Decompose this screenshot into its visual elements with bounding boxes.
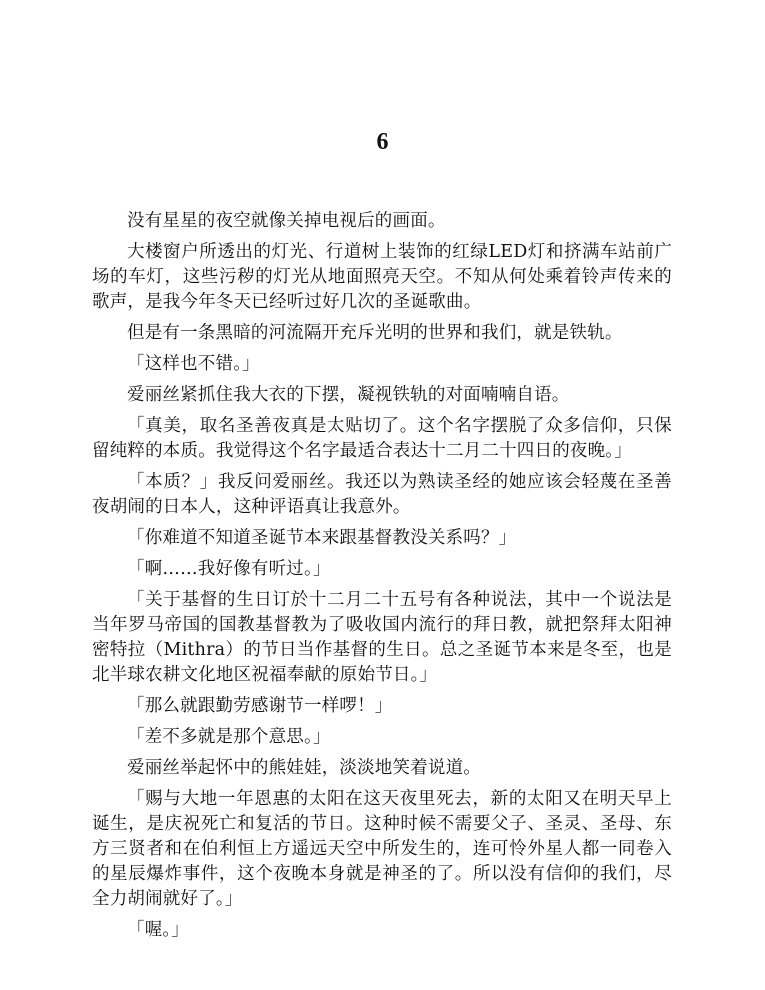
chapter-body — [92, 209, 672, 949]
paragraph: 爱丽丝紧抓住我大衣的下摆，凝视铁轨的对面喃喃自语。 — [127, 385, 570, 405]
paragraph: 大楼窗户所透出的灯光、行道树上装饰的红绿LED灯和挤满车站前广场的车灯，这些污秽的灯光从地面照亮天空。不知从何处乘着铃声传来的歌声，是我今年冬天已经听过好几次的圣诞歌曲。 — [92, 242, 672, 312]
paragraph: 「那么就跟勤劳感谢节一样啰！」 — [127, 696, 393, 716]
paragraph: 爱丽丝举起怀中的熊娃娃，淡淡地笑着说道。 — [127, 758, 481, 778]
paragraph: 没有星星的夜空就像关掉电视后的画面。 — [127, 211, 446, 231]
paragraph: 「啊……我好像有听过。」 — [127, 559, 331, 579]
paragraph: 「差不多就是那个意思。」 — [127, 727, 331, 747]
chapter-number: 6 — [376, 129, 389, 155]
paragraph: 「关于基督的生日订於十二月二十五号有各种说法，其中一个说法是当年罗马帝国的国教基督教为了吸收国内流行的拜日教，就把祭拜太阳神密特拉（Mithra）的节日当作基督的生日。总之圣诞节本来是冬至，也是北半球农耕文化地区祝福奉献的原始节日。」 — [92, 590, 672, 685]
paragraph: 「真美，取名圣善夜真是太贴切了。这个名字摆脱了众多信仰，只保留纯粹的本质。我觉得这个名字最适合表达十二月二十四日的夜晚。」 — [92, 416, 672, 461]
paragraph: 「本质？」我反问爱丽丝。我还以为熟读圣经的她应该会轻蔑在圣善夜胡闹的日本人，这种评语真让我意外。 — [92, 472, 672, 517]
paragraph: 「这样也不错。」 — [127, 354, 260, 374]
paragraph: 「赐与大地一年恩惠的太阳在这天夜里死去，新的太阳又在明天早上诞生，是庆祝死亡和复活的节日。这种时候不需要父子、圣灵、圣母、东方三贤者和在伯利恒上方遥远天空中所发生的，连可怜外星人都一同卷入的星辰爆炸事件，这个夜晚本身就是神圣的了。所以没有信仰的我们，尽全力胡闹就好了。」 — [92, 789, 672, 909]
paragraph: 但是有一条黑暗的河流隔开充斥光明的世界和我们，就是铁轨。 — [127, 323, 623, 343]
paragraph: 「你难道不知道圣诞节本来跟基督教没关系吗？」 — [127, 528, 517, 548]
paragraph: 「喔。」 — [127, 920, 190, 940]
